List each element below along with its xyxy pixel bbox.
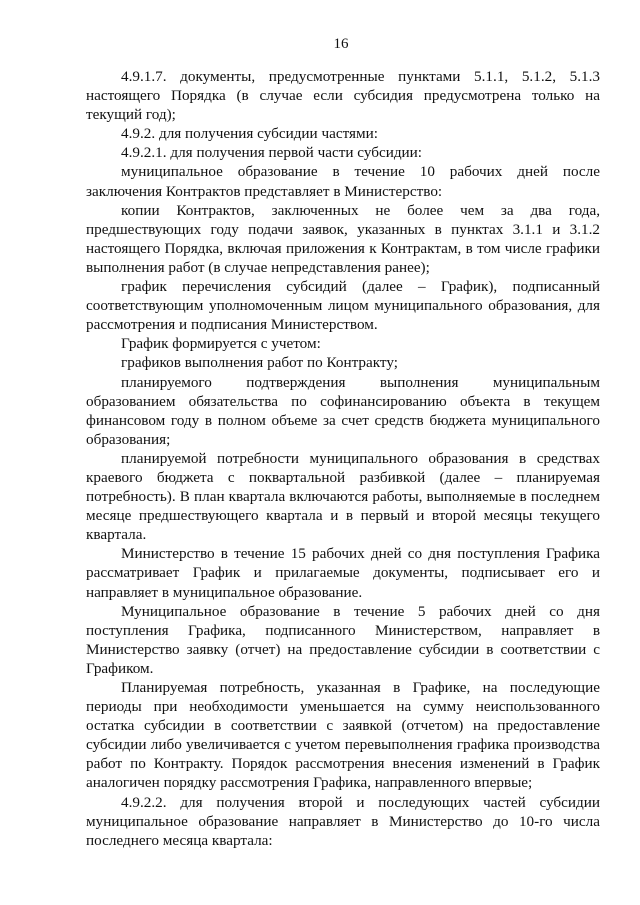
paragraph-planned-need: планируемой потребности муниципального образования в средствах краевого бюджета с поквартальной разбивкой (далее – планируемая потребность). В план квартала включаются работы, выполняемые в последнем месяце предшествующего квартала и в первый и второй месяцы текущего квартала. [86, 449, 600, 544]
paragraph-4-9-2-1: 4.9.2.1. для получения первой части субсидии: [121, 144, 423, 162]
page-body [86, 67, 600, 850]
paragraph-ministry-review: Министерство в течение 15 рабочих дней со дня поступления Графика рассматривает График и прилагаемые документы, подписывает его и направляет в муниципальное образование. [86, 545, 600, 601]
paragraph-submission-term: муниципальное образование в течение 10 рабочих дней после заключения Контрактов представляет в Министерство: [86, 163, 600, 200]
paragraph-4-9-2: 4.9.2. для получения субсидии частями: [121, 125, 378, 143]
paragraph-cofinancing: планируемого подтверждения выполнения муниципальным образованием обязательства по софинансированию объекта в текущем финансовом году в полном объеме за счет средств бюджета муниципального образования; [86, 373, 600, 448]
paragraph-subsidy-schedule: график перечисления субсидий (далее – График), подписанный соответствующим уполномоченным лицом муниципального образования, для рассмотрения и подписания Министерством. [86, 278, 600, 334]
paragraph-work-schedules: графиков выполнения работ по Контракту; [121, 354, 398, 372]
paragraph-schedule-basis: График формируется с учетом: [121, 335, 321, 353]
paragraph-application: Муниципальное образование в течение 5 рабочих дней со дня поступления Графика, подписанного Министерством, направляет в Министерство заявку (отчет) на предоставление субсидии в соответствии с Графиком. [86, 602, 600, 677]
paragraph-4-9-2-2: 4.9.2.2. для получения второй и последующих частей субсидии муниципальное образование направляет в Министерство до 10-го числа последнего месяца квартала: [86, 793, 600, 849]
paragraph-4-9-1-7: 4.9.1.7. документы, предусмотренные пунктами 5.1.1, 5.1.2, 5.1.3 настоящего Порядка (в случае если субсидия предусмотрена только на текущий год); [86, 68, 600, 124]
paragraph-need-adjustment: Планируемая потребность, указанная в Графике, на последующие периоды при необходимости уменьшается на сумму неиспользованного остатка субсидии в соответствии с заявкой (отчетом) на предоставление субсидии либо увеличивается с учетом перевыполнения графика производства работ по Контракту. Порядок рассмотрения внесения изменений в График аналогичен порядку рассмотрения Графика, направленного впервые; [86, 679, 600, 792]
paragraph-contract-copies: копии Контрактов, заключенных не более чем за два года, предшествующих году подачи заявок, указанных в пунктах 3.1.1 и 3.1.2 настоящего Порядка, включая приложения к Контрактам, в том числе графики выполнения работ (в случае непредставления ранее); [86, 201, 600, 276]
page-number: 16 [333, 36, 349, 52]
